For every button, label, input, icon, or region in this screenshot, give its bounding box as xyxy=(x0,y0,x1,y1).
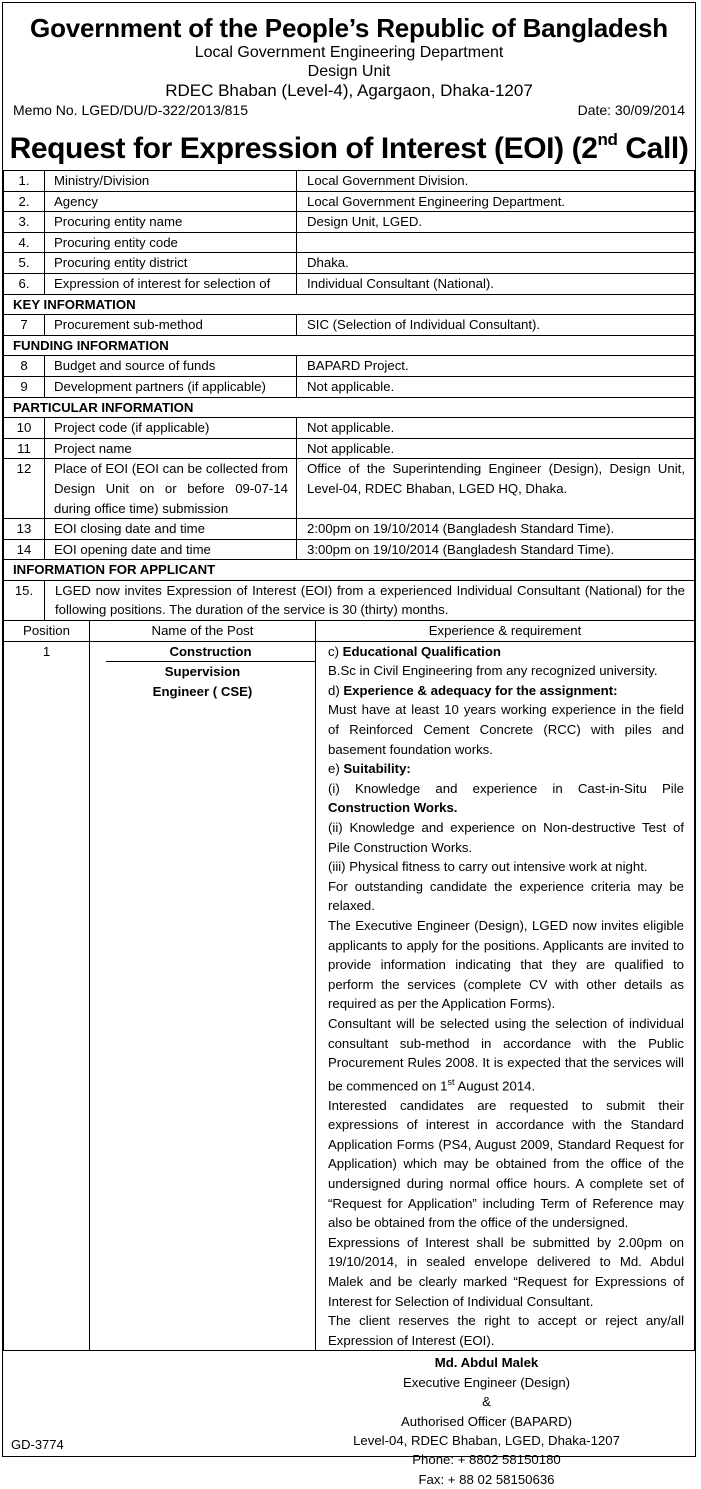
table-row xyxy=(4,539,695,560)
table-row xyxy=(4,191,695,212)
row-number: 12 xyxy=(4,459,45,519)
row-value: Local Government Division. xyxy=(297,171,695,192)
section-row xyxy=(4,294,695,315)
row-value: Individual Consultant (National). xyxy=(297,273,695,294)
row-label: Ministry/Division xyxy=(45,171,297,192)
table-row xyxy=(4,315,695,336)
row-value xyxy=(297,232,695,253)
section-particular-information: PARTICULAR INFORMATION xyxy=(4,397,695,418)
table-row xyxy=(4,438,695,459)
table-row xyxy=(4,212,695,233)
row-label: Agency xyxy=(45,191,297,212)
row-number: 5. xyxy=(4,253,45,274)
edu-heading-line xyxy=(328,642,684,662)
row-value: 2:00pm on 19/10/2014 (Bangladesh Standard Time). xyxy=(297,519,695,540)
signatory-fax: Fax: + 88 02 58150636 xyxy=(418,1471,555,1487)
table-row xyxy=(4,519,695,540)
office-address: RDEC Bhaban (Level-4), Agargaon, Dhaka-1207 xyxy=(165,81,533,100)
row-number: 13 xyxy=(4,519,45,540)
edu-heading: Educational Qualification xyxy=(342,643,501,659)
row-value: BAPARD Project. xyxy=(297,356,695,377)
memo-row xyxy=(3,102,695,119)
title-end: Call) xyxy=(617,132,689,165)
title-sup: nd xyxy=(597,130,618,149)
post-line-1: Construction xyxy=(106,642,315,663)
department-name: Local Government Engineering Department xyxy=(194,44,504,61)
memo-date: Date: 30/09/2014 xyxy=(577,102,685,118)
row-number: 1. xyxy=(4,171,45,192)
row-label: Development partners (if applicable) xyxy=(45,376,297,397)
row-number: 10 xyxy=(4,418,45,439)
para-application: Interested candidates are requested to submit their expressions of interest in accordance with the Standard Application Forms (PS4, August 2009, Standard Request for Application) which may be obtained from the office of the undersigned during normal office hours. A complete set of “Request for Application” including Term of Reference may also be obtained from the office of the undersigned. xyxy=(328,1097,684,1231)
row-number: 2. xyxy=(4,191,45,212)
government-name: Government of the People’s Republic of Bangladesh xyxy=(30,13,668,43)
row-number: 7 xyxy=(4,315,45,336)
signatory-address: Level-04, RDEC Bhaban, LGED, Dhaka-1207 xyxy=(353,1433,620,1449)
notice-title xyxy=(3,122,695,167)
row-label: Project code (if applicable) xyxy=(45,418,297,439)
section-row xyxy=(4,560,695,581)
table-row xyxy=(4,376,695,397)
exp-heading-line xyxy=(328,681,684,701)
table-row xyxy=(4,253,695,274)
positions-header-row xyxy=(4,621,695,641)
position-row xyxy=(4,641,695,1351)
signatory-phone: Phone: + 8802 58150180 xyxy=(412,1452,561,1468)
row-text: LGED now invites Expression of Interest (EOI) from a experienced Individual Consultant (National) for the following positions. The duration of the service is 30 (thirty) months. xyxy=(45,580,695,620)
column-header-experience: Experience & requirement xyxy=(316,621,695,641)
row-label: Procurement sub-method xyxy=(45,315,297,336)
suit-i: (i) Knowledge and experience in Cast-in-Situ Pile xyxy=(328,780,684,796)
table-row xyxy=(4,580,695,620)
para-selection-text: Consultant will be selected using the selection of individual consultant sub-method in accordance with the Public Procurement Rules 2008. It is expected that the services will be commenced on 1 xyxy=(328,1015,684,1094)
row-value: Dhaka. xyxy=(297,253,695,274)
signatory-ampersand: & xyxy=(482,1394,491,1410)
row-number: 4. xyxy=(4,232,45,253)
row-value: Local Government Engineering Department. xyxy=(297,191,695,212)
row-label: Procuring entity district xyxy=(45,253,297,274)
section-funding-information: FUNDING INFORMATION xyxy=(4,335,695,356)
info-table xyxy=(3,170,695,621)
row-value: Not applicable. xyxy=(297,438,695,459)
row-number: 6. xyxy=(4,273,45,294)
suit-iii: (iii) Physical fitness to carry out intensive work at night. xyxy=(328,859,648,875)
post-line-2: Supervision xyxy=(164,664,241,680)
post-name xyxy=(90,641,316,1351)
title-main: Request for Expression of Interest (EOI) (2 xyxy=(9,132,598,165)
table-row xyxy=(4,459,695,519)
table-row xyxy=(4,418,695,439)
suit-ii: (ii) Knowledge and experience on Non-destructive Test of Pile Construction Works. xyxy=(328,820,684,855)
exp-heading: Experience & adequacy for the assignment: xyxy=(343,682,618,698)
signatory-title: Executive Engineer (Design) xyxy=(402,1374,571,1390)
row-number: 8 xyxy=(4,356,45,377)
experience-requirements xyxy=(316,641,695,1351)
row-value: Design Unit, LGED. xyxy=(297,212,695,233)
row-value: SIC (Selection of Individual Consultant). xyxy=(297,315,695,336)
row-label: EOI opening date and time xyxy=(45,539,297,560)
row-label: Expression of interest for selection of xyxy=(45,273,297,294)
row-label: Place of EOI (EOI can be collected from Design Unit on or before 09-07-14 during office time) submission xyxy=(45,459,297,519)
positions-table xyxy=(3,621,695,1351)
table-row xyxy=(4,232,695,253)
para-submission: Expressions of Interest shall be submitted by 2.00pm on 19/10/2014, in sealed envelope delivered to Md. Abdul Malek and be clearly marked “Request for Expressions of Interest for Selection of Individual Consultant. xyxy=(328,1234,684,1309)
section-information-for-applicant: INFORMATION FOR APPLICANT xyxy=(4,560,695,581)
exp-text: Must have at least 10 years working experience in the field of Reinforced Cement Concrete (RCC) with piles and basement foundation works. xyxy=(328,702,684,757)
suit-i-bold: Construction Works. xyxy=(328,800,458,816)
unit-name: Design Unit xyxy=(307,63,391,80)
suit-heading-line xyxy=(328,759,684,779)
signatory-name: Md. Abdul Malek xyxy=(434,1355,539,1371)
section-key-information: KEY INFORMATION xyxy=(4,294,695,315)
column-header-position: Position xyxy=(4,621,90,641)
letterhead xyxy=(3,13,695,101)
para-selection-sup: st xyxy=(447,1076,455,1087)
edu-prefix: c) xyxy=(328,643,343,659)
row-label: Project name xyxy=(45,438,297,459)
signatory-title-2: Authorised Officer (BAPARD) xyxy=(400,1413,572,1429)
row-value: Office of the Superintending Engineer (Design), Design Unit, Level-04, RDEC Bhaban, LGED HQ, Dhaka. xyxy=(297,459,695,519)
row-number: 11 xyxy=(4,438,45,459)
suit-prefix: e) xyxy=(328,761,344,777)
section-row xyxy=(4,335,695,356)
row-number: 9 xyxy=(4,376,45,397)
para-invitation: The Executive Engineer (Design), LGED now invites eligible applicants to apply for the positions. Applicants are invited to provide information indicating that they are qualified to perform the services (complete CV with other details as required as per the Application Forms). xyxy=(328,917,684,1012)
table-row xyxy=(4,356,695,377)
row-label: EOI closing date and time xyxy=(45,519,297,540)
memo-number: Memo No. LGED/DU/D-322/2013/815 xyxy=(13,102,248,118)
row-value: Not applicable. xyxy=(297,376,695,397)
row-label: Procuring entity code xyxy=(45,232,297,253)
para-rights: The client reserves the right to accept or reject any/all Expression of Interest (EOI). xyxy=(328,1313,684,1348)
row-number: 15. xyxy=(4,580,45,620)
table-row xyxy=(4,171,695,192)
signature-block xyxy=(3,1351,695,1489)
position-number: 1 xyxy=(4,641,90,1351)
para-selection xyxy=(328,1014,684,1096)
row-value: Not applicable. xyxy=(297,418,695,439)
row-number: 3. xyxy=(4,212,45,233)
suit-heading: Suitability: xyxy=(343,761,411,777)
exp-prefix: d) xyxy=(328,682,344,698)
post-line-3: Engineer ( CSE) xyxy=(152,683,253,699)
row-label: Procuring entity name xyxy=(45,212,297,233)
footer-code: GD-3774 xyxy=(11,1437,64,1452)
row-value: 3:00pm on 19/10/2014 (Bangladesh Standard Time). xyxy=(297,539,695,560)
row-number: 14 xyxy=(4,539,45,560)
row-label: Budget and source of funds xyxy=(45,356,297,377)
para-relaxed: For outstanding candidate the experience criteria may be relaxed. xyxy=(328,878,684,914)
edu-text: B.Sc in Civil Engineering from any recognized university. xyxy=(328,663,658,679)
column-header-post: Name of the Post xyxy=(90,621,316,641)
section-row xyxy=(4,397,695,418)
para-selection-end: August 2014. xyxy=(454,1078,536,1094)
eoi-notice xyxy=(2,2,696,1487)
table-row xyxy=(4,273,695,294)
